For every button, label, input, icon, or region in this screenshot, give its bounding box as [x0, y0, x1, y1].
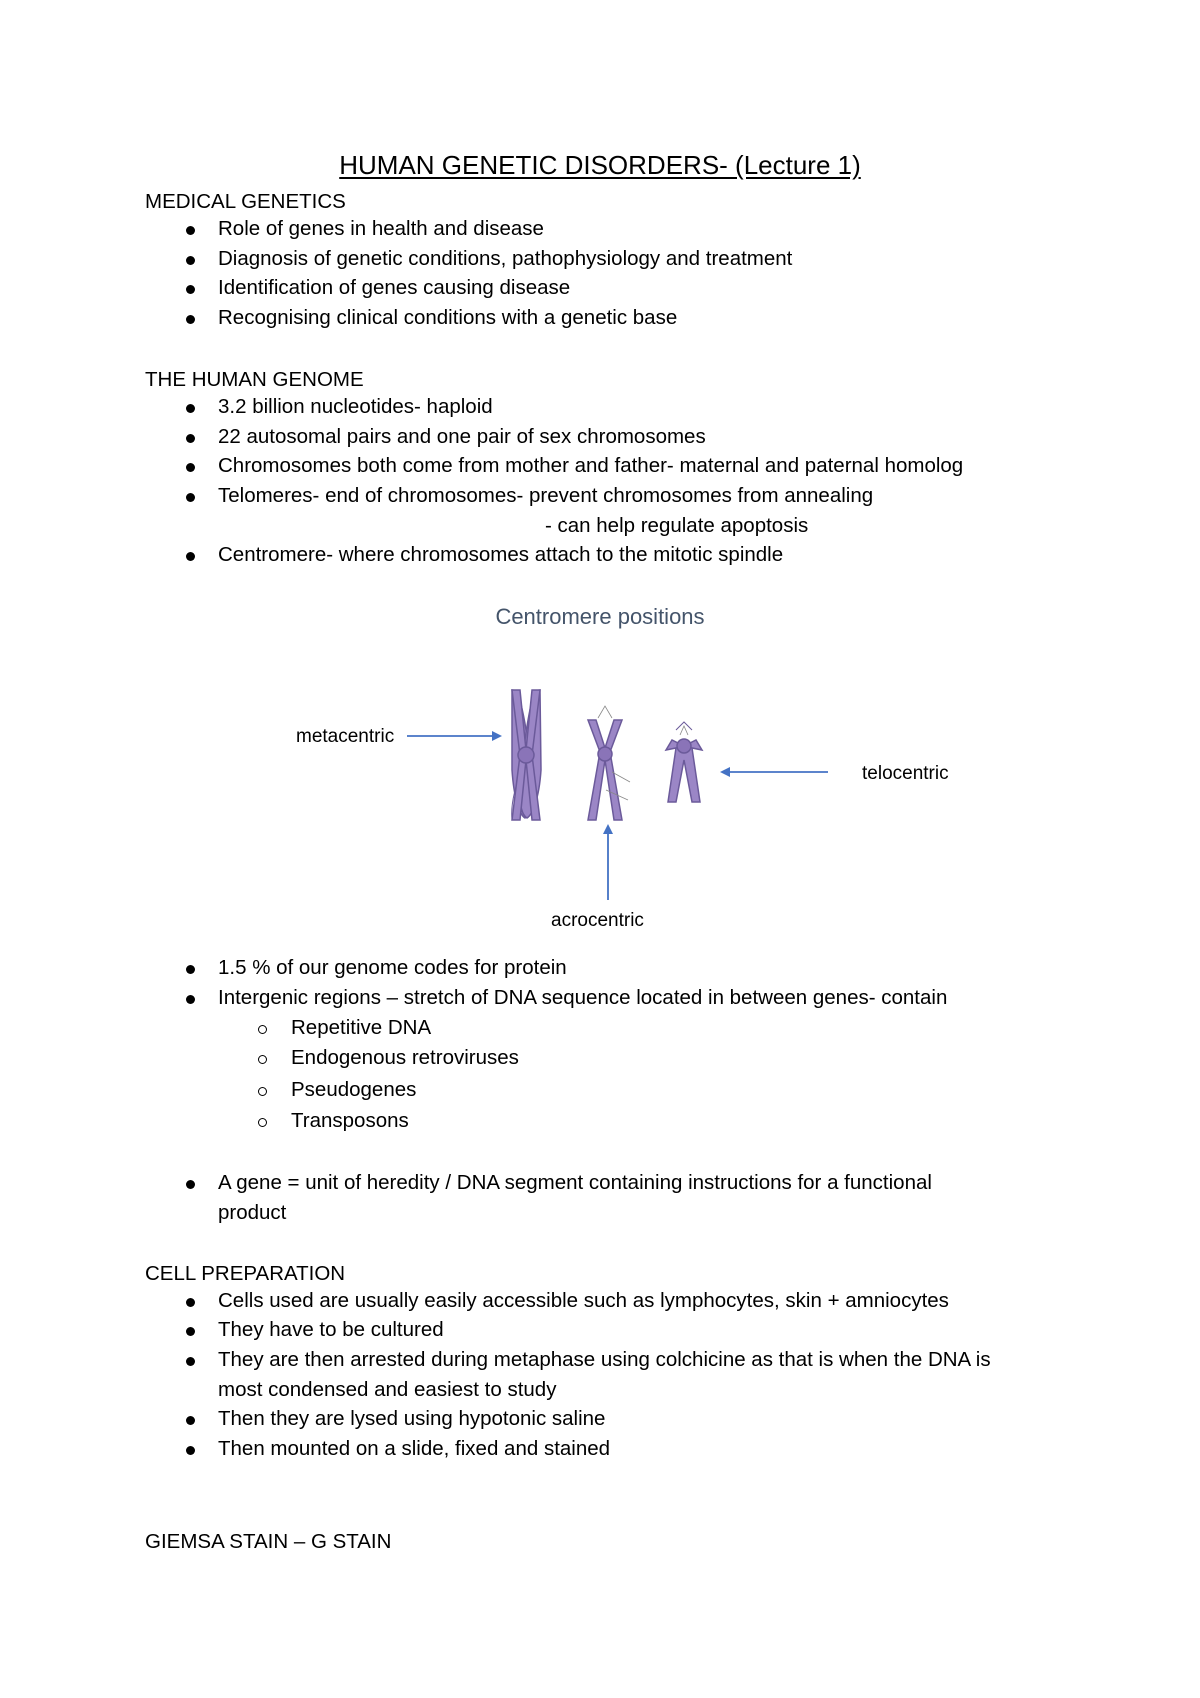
bullet-icon [186, 995, 195, 1004]
list-item: 1.5 % of our genome codes for protein [218, 956, 567, 979]
page-title: HUMAN GENETIC DISORDERS- (Lecture 1) [339, 150, 861, 180]
bullet-icon [186, 1416, 195, 1425]
section-heading-medical-genetics: MEDICAL GENETICS [145, 190, 346, 213]
bullet-icon [186, 1180, 195, 1189]
telocentric-chromosome [666, 722, 702, 802]
list-item: Intergenic regions – stretch of DNA sequence located in between genes- contain [218, 986, 948, 1009]
section-heading-giemsa: GIEMSA STAIN – G STAIN [145, 1530, 392, 1553]
list-item-continuation: most condensed and easiest to study [218, 1378, 557, 1401]
sub-bullet-icon [258, 1118, 267, 1127]
list-item: Role of genes in health and disease [218, 217, 544, 240]
list-item: Chromosomes both come from mother and father- maternal and paternal homolog [218, 454, 964, 477]
list-item: Telomeres- end of chromosomes- prevent chromosomes from annealing [218, 484, 874, 507]
sub-list-item: Endogenous retroviruses [291, 1046, 519, 1069]
list-item: Then mounted on a slide, fixed and stained [218, 1437, 611, 1460]
label-telocentric: telocentric [862, 763, 949, 784]
list-item: They are then arrested during metaphase using colchicine as that is when the DNA is [218, 1348, 991, 1371]
bullet-icon [186, 1327, 195, 1336]
sub-bullet-icon [258, 1055, 267, 1064]
diagram-title: Centromere positions [495, 604, 705, 629]
list-item: Recognising clinical conditions with a genetic base [218, 306, 678, 329]
section-heading-cell-preparation: CELL PREPARATION [145, 1262, 346, 1285]
sub-list-item: Repetitive DNA [291, 1016, 432, 1039]
acrocentric-chromosome [588, 720, 622, 820]
sub-bullet-icon [258, 1087, 267, 1096]
section-heading-human-genome: THE HUMAN GENOME [145, 368, 364, 391]
bullet-icon [186, 1446, 195, 1455]
sub-list-item: Transposons [291, 1109, 409, 1132]
bullet-icon [186, 1357, 195, 1366]
metacentric-chromosome [512, 690, 541, 820]
list-item: 3.2 billion nucleotides- haploid [218, 395, 493, 418]
list-item-continuation: - can help regulate apoptosis [545, 514, 809, 537]
list-item: Then they are lysed using hypotonic saline [218, 1407, 606, 1430]
list-item: Cells used are usually easily accessible such as lymphocytes, skin + amniocytes [218, 1289, 949, 1312]
label-metacentric: metacentric [296, 726, 395, 747]
list-item: Identification of genes causing disease [218, 276, 571, 299]
sub-list-item: Pseudogenes [291, 1078, 417, 1101]
list-item-continuation: product [218, 1201, 287, 1224]
list-item: Diagnosis of genetic conditions, pathophysiology and treatment [218, 247, 793, 270]
list-item: They have to be cultured [218, 1318, 444, 1341]
bullet-icon [186, 965, 195, 974]
list-item: A gene = unit of heredity / DNA segment containing instructions for a functional [218, 1171, 932, 1194]
sub-bullet-icon [258, 1025, 267, 1034]
list-item: Centromere- where chromosomes attach to the mitotic spindle [218, 543, 784, 566]
list-item: 22 autosomal pairs and one pair of sex chromosomes [218, 425, 706, 448]
label-acrocentric: acrocentric [551, 910, 644, 931]
bullet-icon [186, 1298, 195, 1307]
